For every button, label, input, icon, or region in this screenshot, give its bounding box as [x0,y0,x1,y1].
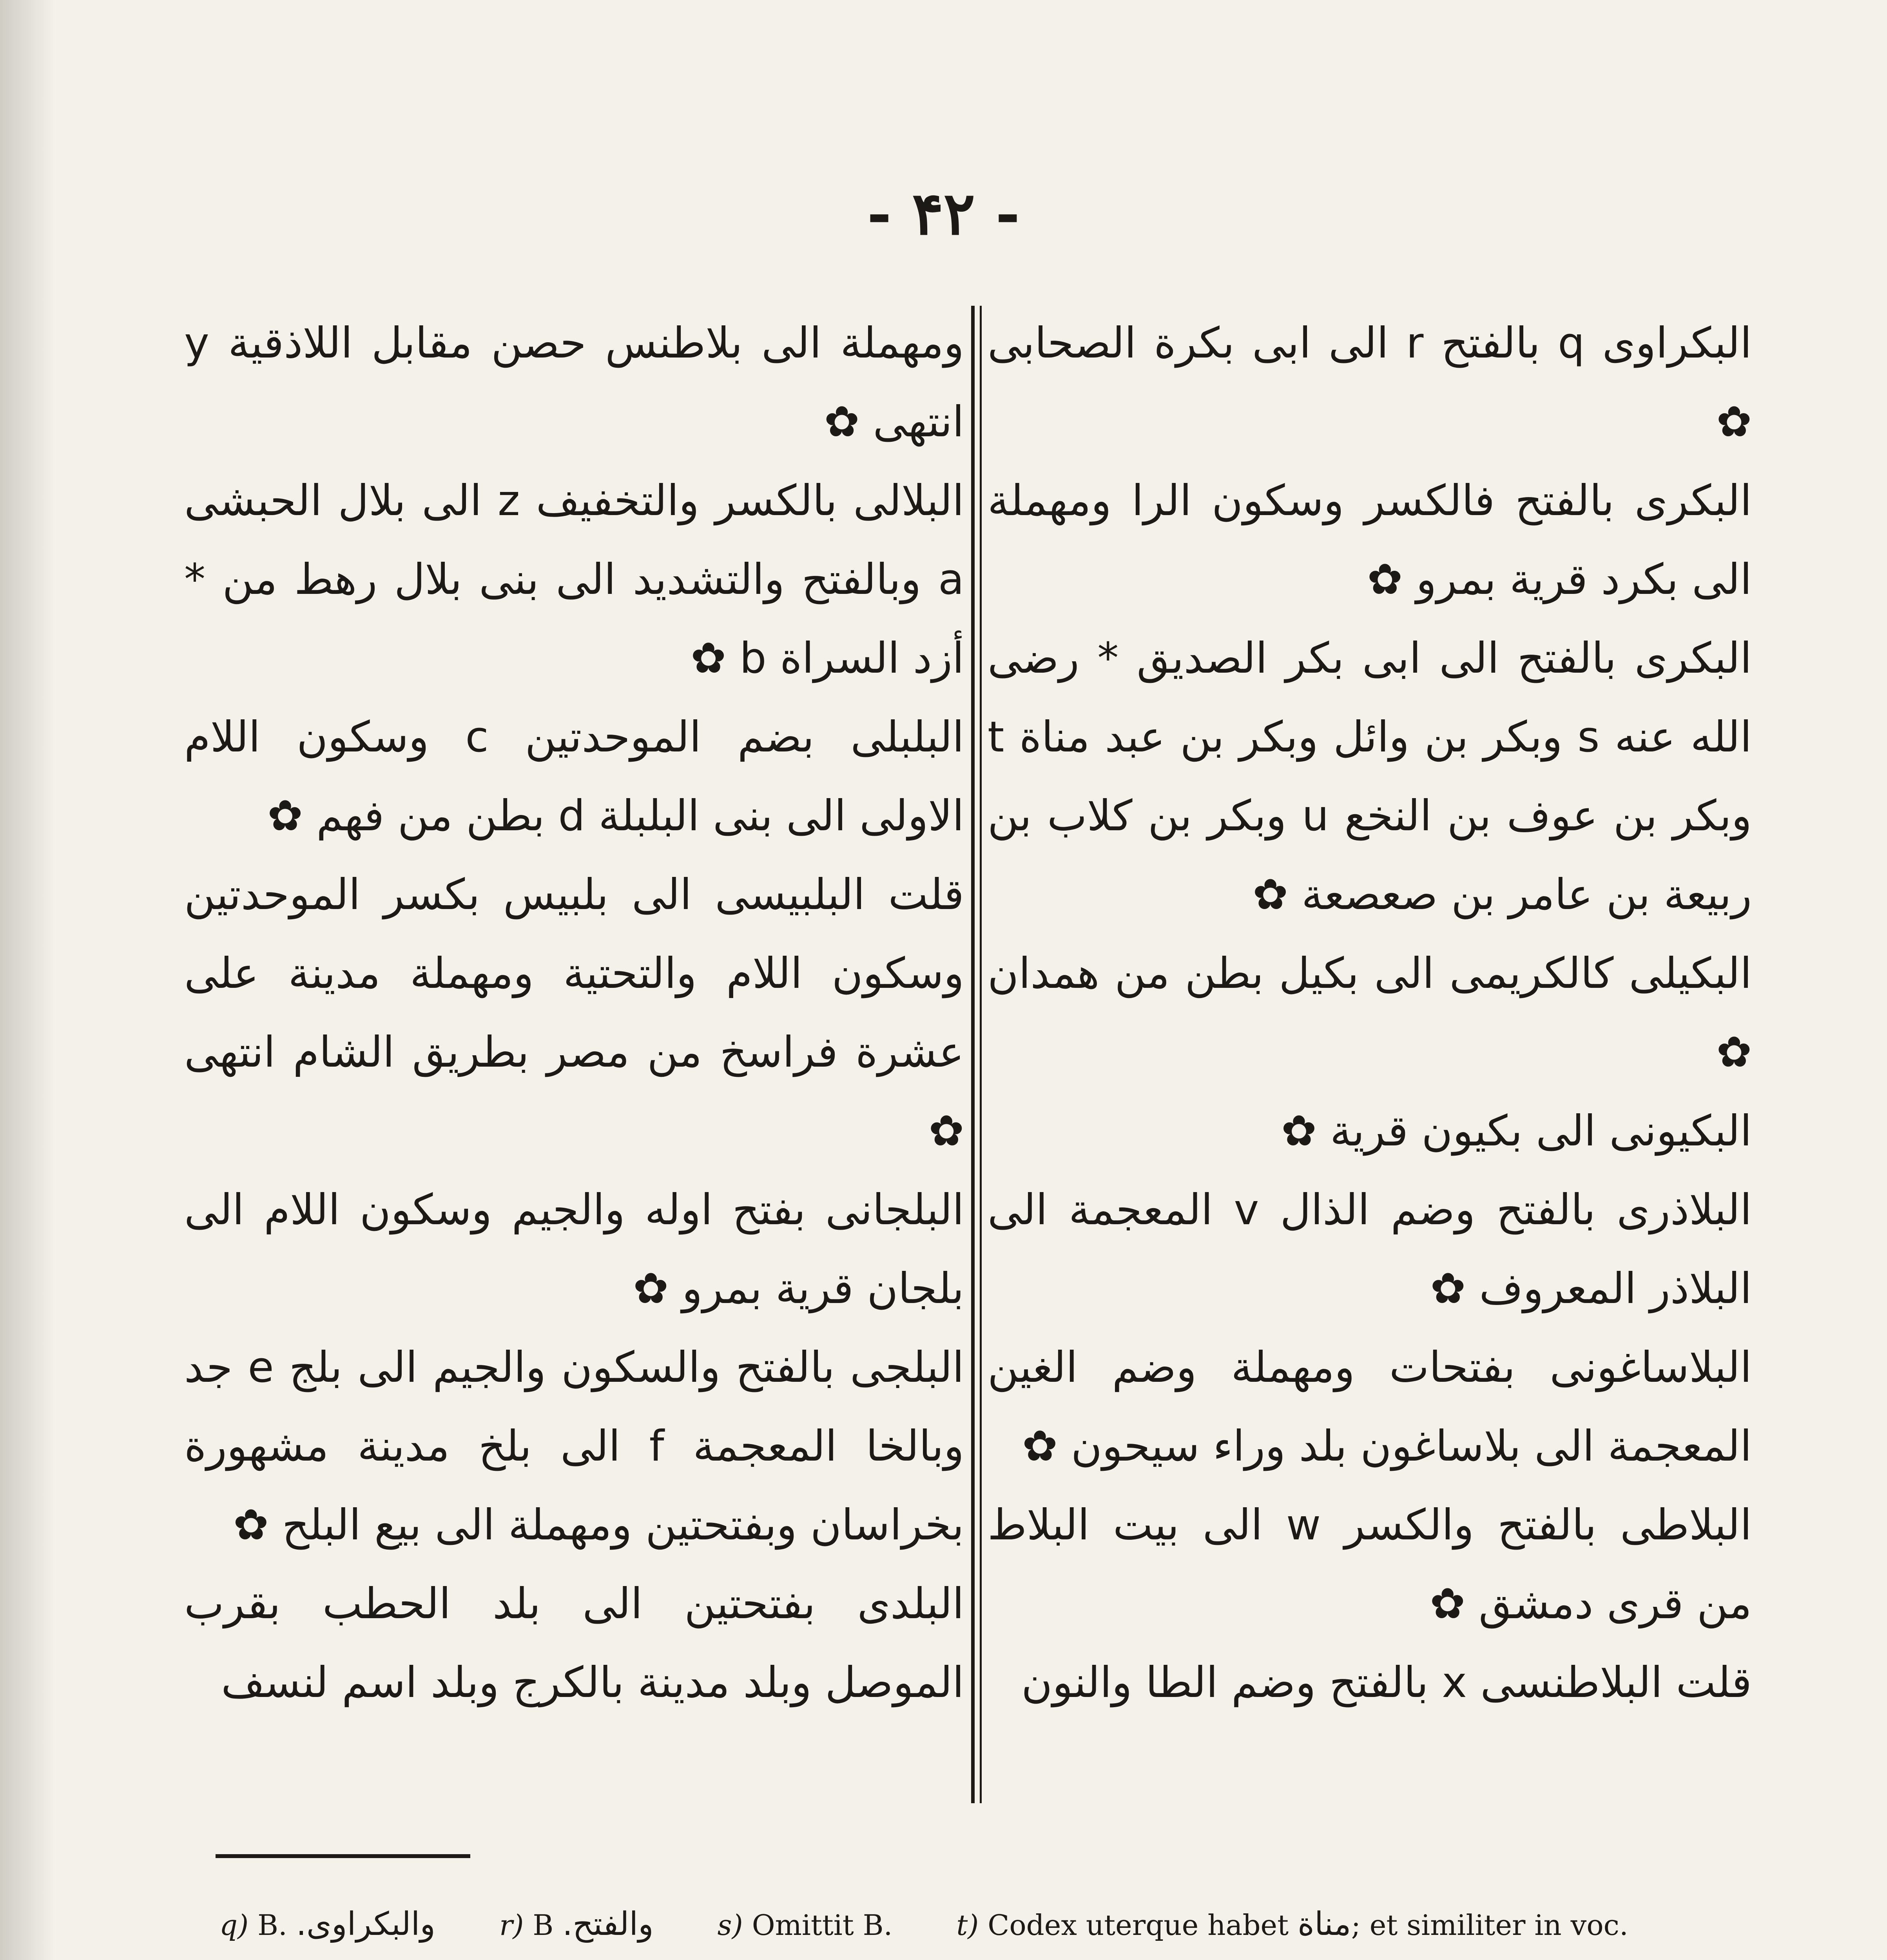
entry-albakri: البكرى بالفتح الى ابى بكر الصديق * رضى الله عنه s وبكر بن وائل وبكر بن عبد مناة t وبكر بن عوف بن النخع u وبكر بن كلاب بن ربيعة بن عامر بن صعصعة ✿ [988,634,1752,919]
entry-albilbisi: قلت البلبيسى الى بلبيس بكسر الموحدتين وسكون اللام والتحتية ومهملة مدينة على عشرة فراسخ من مصر بطريق الشام انتهى ✿ [184,870,964,1156]
entry-albalati: البلاطى بالفتح والكسر w الى بيت البلاط من قرى دمشق ✿ [988,1501,1752,1628]
footnote-s: s) Omittit B. [717,1909,893,1942]
right-column [988,304,1752,1813]
footnote-rule [216,1854,470,1858]
entry-albaladhuri: البلاذرى بالفتح وضم الذال v المعجمة الى البلاذر المعروف ✿ [988,1185,1752,1313]
entry-albaljani: البلجانى بفتح اوله والجيم وسكون اللام الى بلجان قرية بمرو ✿ [184,1185,964,1313]
footnote-q: q) B. والبكراوى. [219,1906,436,1943]
entry-albakardi: البكرى بالفتح فالكسر وسكون الرا ومهملة الى بكرد قرية بمرو ✿ [988,476,1752,604]
column-divider-inner [980,306,982,1803]
binding-shadow [0,0,55,1960]
column-divider [971,306,975,1803]
entry-albakyuni: البكيونى الى بكيون قرية ✿ [1281,1107,1752,1156]
entry-albalaji: البلجى بالفتح والسكون والجيم الى بلج e جد وبالخا المعجمة f الى بلخ مدينة مشهورة بخراسان وبفتحتين ومهملة الى بيع البلح ✿ [184,1343,964,1550]
entry-albalatunusi: قلت البلاطنسى x بالفتح وضم الطا والنون [1021,1658,1752,1707]
entry-albilali: البلالى بالكسر والتخفيف z الى بلال الحبشى a وبالفتح والتشديد الى بنى بلال رهط من * أزد السراة b ✿ [184,476,964,683]
entry-albakili: البكيلى كالكريمى الى بكيل بطن من همدان ✿ [988,949,1752,1077]
footnote-line-2 [219,1956,1748,1960]
entry-albakrawi: البكراوى q بالفتح r الى ابى بكرة الصحابى ✿ [988,319,1752,446]
footnote-t: t) Codex uterque habet مناة; et similiter in voc. [956,1906,1628,1943]
footnote-line-1 [219,1893,1748,1956]
page-number: - ۴۲ - [867,179,1020,248]
left-column [184,304,964,1813]
entry-albaladi: البلدى بفتحتين الى بلد الحطب بقرب الموصل وبلد مدينة بالكرج وبلد اسم لنسف [184,1579,964,1707]
entry-albulbuli: البلبلى بضم الموحدتين c وسكون اللام الاولى الى بنى البلبلة d بطن من فهم ✿ [184,713,964,840]
entry-continuation: ومهملة الى بلاطنس حصن مقابل اللاذقية y انتهى ✿ [184,319,964,446]
footnotes [219,1893,1748,1960]
footnote-r: r) B والفتح. [499,1906,654,1943]
entry-albalasaghuni: البلاساغونى بفتحات ومهملة وضم الغين المعجمة الى بلاساغون بلد وراء سيحون ✿ [988,1343,1752,1471]
